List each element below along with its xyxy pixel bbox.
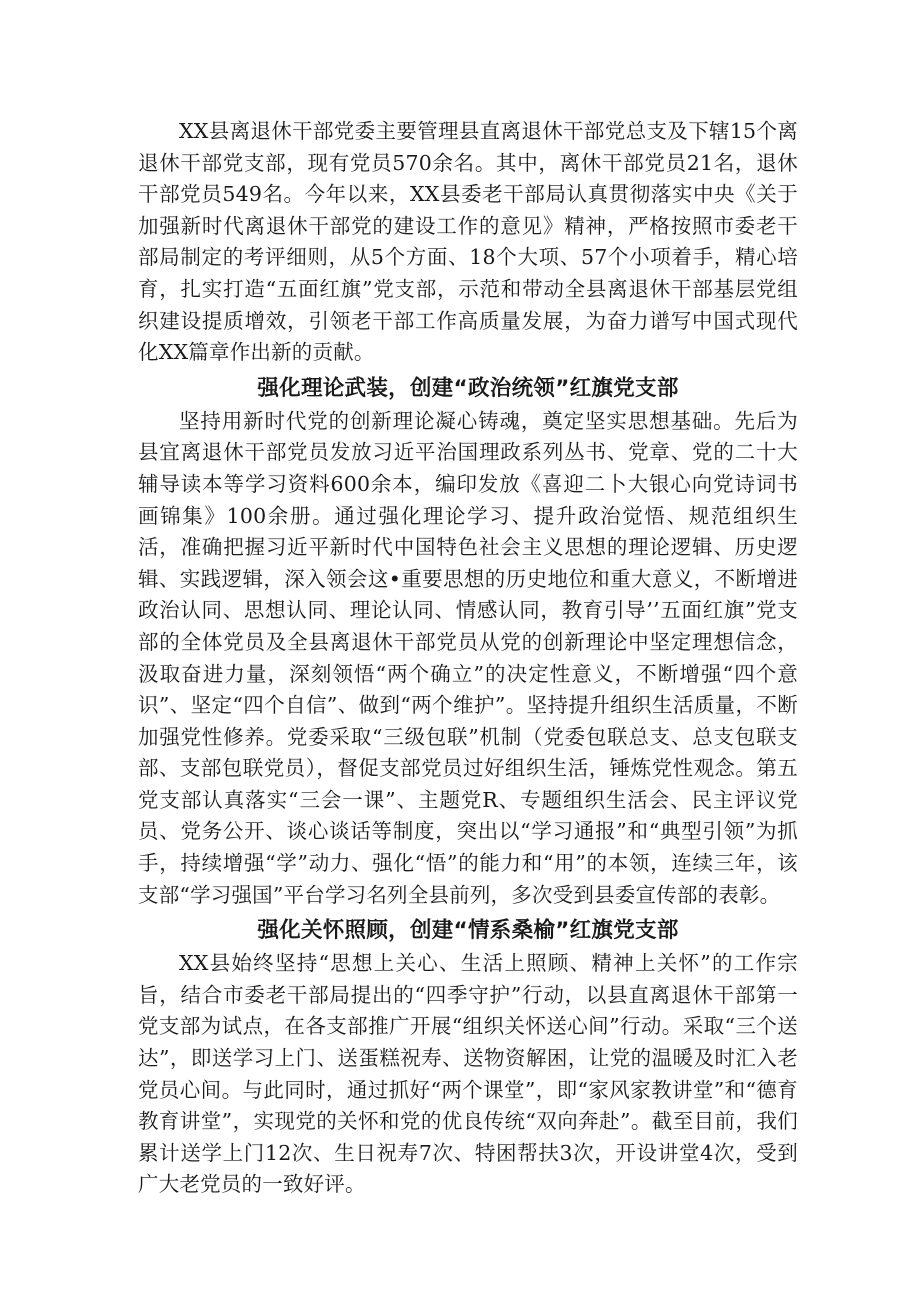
document-page	[138, 116, 798, 1201]
section-body-care: XX县始终坚持“思想上关心、生活上照顾、精神上关怀”的工作宗旨，结合市委老干部局提出的“四季守护”行动，以县直离退休干部第一党支部为试点，在各支部推广开展“组织关怀送心间”行动。采取“三个送达”，即送学习上门、送蛋糕祝寿、送物资解困，让党的温暖及时汇入老党员心间。与此同时，通过抓好“两个课堂”，即“家风家教讲堂”和“德育教育讲堂”，实现党的关怀和党的优良传统“双向奔赴”。截至目前，我们累计送学上门12次、生日祝寿7次、特困帮扶3次，开设讲堂4次，受到广大老党员的一致好评。	[138, 951, 798, 1197]
intro-paragraph: XX县离退休干部党委主要管理县直离退休干部党总支及下辖15个离退休干部党支部，现有党员570余名。其中，离休干部党员21名，退休干部党员549名。今年以来，XX县委老干部局认真贯彻落实中央《关于加强新时代离退休干部党的建设工作的意见》精神，严格按照市委老干部局制定的考评细则，从5个方面、18个大项、57个小项着手，精心培育，扎实打造“五面红旗”党支部，示范和带动全县离退休干部基层党组织建设提质增效，引领老干部工作高质量发展，为奋力谱写中国式现代化XX篇章作出新的贡献。	[138, 119, 798, 365]
section-heading-care: 强化关怀照顾，创建“情系桑榆”红旗党支部	[257, 918, 679, 944]
section-heading-political: 强化理论武装，创建“政治统领”红旗党支部	[257, 375, 679, 401]
section-body-political: 坚持用新时代党的创新理论凝心铸魂，奠定坚实思想基础。先后为县宜离退休干部党员发放习近平治国理政系列丛书、党章、党的二十大辅导读本等学习资料600余本，编印发放《喜迎二卜大银心向党诗词书画锦集》100余册。通过强化理论学习、提升政治觉悟、规范组织生活，准确把握习近平新时代中国特色社会主义思想的理论逻辑、历史逻辑、实践逻辑，深入领会这•重要思想的历史地位和重大意义，不断增进政治认同、思想认同、理论认同、情感认同，教育引导’’五面红旗”党支部的全体党员及全县离退休干部党员从党的创新理论中坚定理想信念，汲取奋进力量，深刻领悟“两个确立”的决定性意义，不断增强“四个意识”、坚定“四个自信”、做到“两个维护”。坚持提升组织生活质量，不断加强党性修养。党委采取“三级包联”机制（党委包联总支、总支包联支部、支部包联党员），督促支部党员过好组织生活，锤炼党性观念。第五党支部认真落实“三会一课”、主题党R、专题组织生活会、民主评议党员、党务公开、谈心谈话等制度，突出以“学习通报”和“典型引领”为抓手，持续增强“学”动力、强化“悟”的能力和“用”的本领，连续三年，该支部“学习强国”平台学习名列全县前列，多次受到县委宣传部的表彰。	[138, 408, 798, 907]
